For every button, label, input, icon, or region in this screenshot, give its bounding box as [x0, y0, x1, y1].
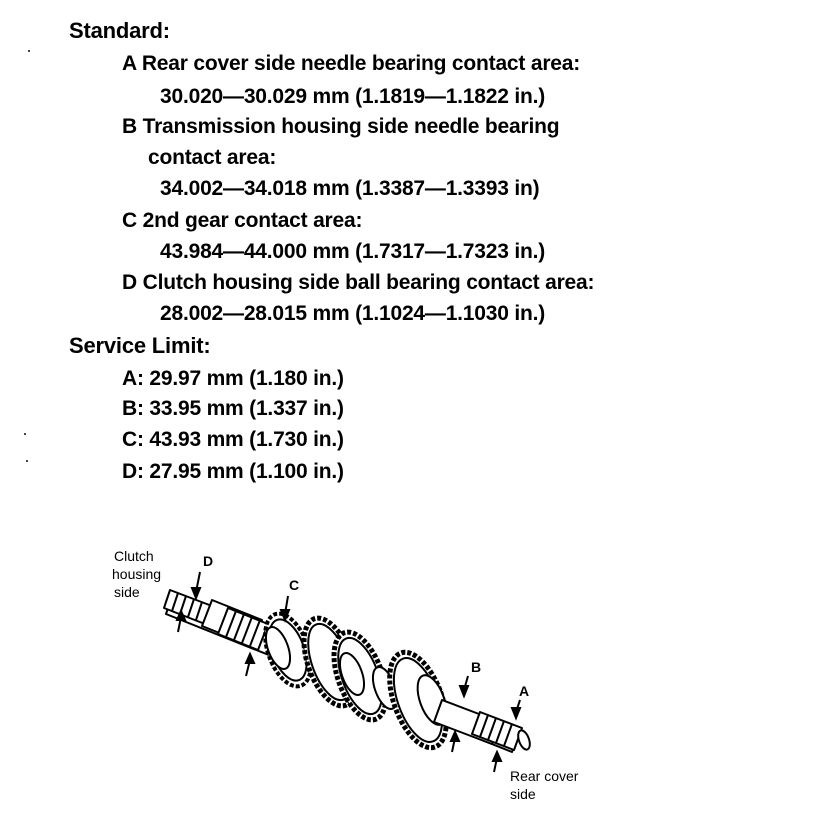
clutch-housing-label-line1: Clutch	[114, 548, 154, 564]
service-limit-c: C: 43.93 mm (1.730 in.)	[122, 428, 344, 451]
standard-b-value: 34.002—34.018 mm (1.3387—1.3393 in)	[160, 177, 540, 200]
clutch-housing-label-line2: housing	[112, 566, 162, 582]
standard-c-value: 43.984—44.000 mm (1.7317—1.7323 in.)	[160, 240, 546, 263]
standard-d-value: 28.002—28.015 mm (1.1024—1.1030 in.)	[160, 302, 546, 325]
service-limit-heading: Service Limit:	[69, 333, 211, 358]
standard-d-text: D Clutch housing side ball bearing contact area:	[122, 271, 595, 294]
service-limit-a: A: 29.97 mm (1.180 in.)	[122, 367, 344, 390]
rear-cover-label-line2: side	[510, 786, 536, 802]
rear-cover-label-line1: Rear cover	[510, 768, 579, 784]
diagram-letter-b: B	[471, 659, 482, 675]
standard-b-text-2: contact area:	[148, 146, 277, 169]
standard-c-text: C 2nd gear contact area:	[122, 209, 363, 232]
clutch-housing-label-line3: side	[114, 584, 140, 600]
standard-heading: Standard:	[69, 18, 170, 43]
diagram-letter-d: D	[203, 553, 214, 569]
diagram-letter-c: C	[289, 577, 300, 593]
diagram-letter-a: A	[519, 683, 530, 699]
standard-a-text: A Rear cover side needle bearing contact area:	[122, 52, 581, 75]
rear-end-cap	[516, 729, 532, 751]
service-limit-d: D: 27.95 mm (1.100 in.)	[122, 460, 344, 483]
standard-b-text-1: B Transmission housing side needle bearing	[122, 115, 560, 138]
spline-section	[218, 608, 268, 650]
service-limit-b: B: 33.95 mm (1.337 in.)	[122, 397, 344, 420]
standard-a-value: 30.020—30.029 mm (1.1819—1.1822 in.)	[160, 85, 546, 108]
rear-end-splines	[472, 712, 522, 750]
